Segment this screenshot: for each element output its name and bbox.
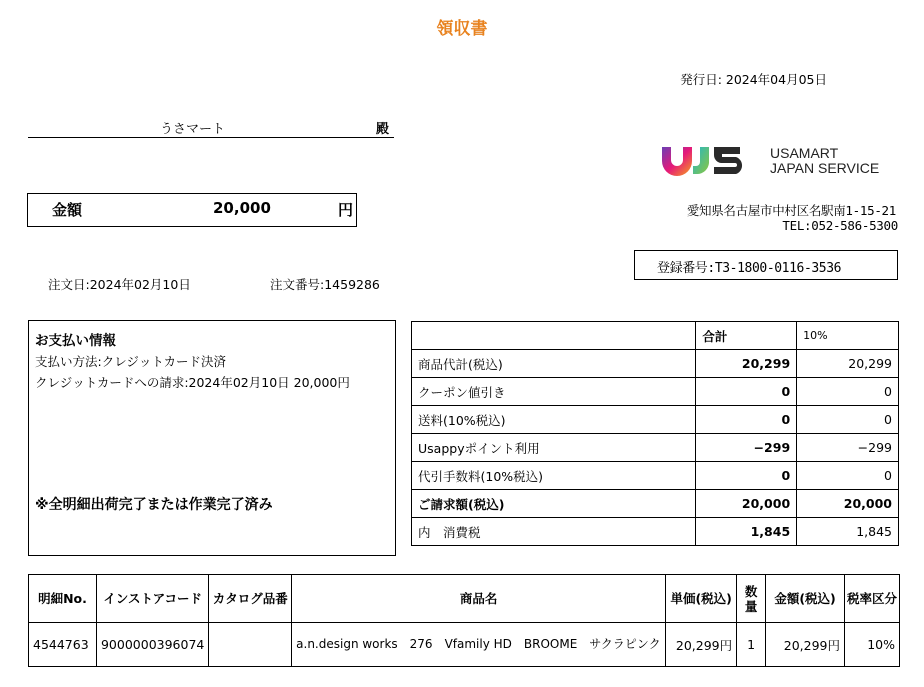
summary-row bbox=[412, 434, 899, 462]
summary-header-blank bbox=[412, 322, 696, 350]
payment-charge: クレジットカードへの請求:2024年02月10日 20,000円 bbox=[35, 375, 350, 390]
summary-total: 0 bbox=[696, 462, 797, 490]
summary-label: ご請求額(税込) bbox=[412, 490, 696, 518]
summary-rate10: 20,299 bbox=[797, 350, 899, 378]
col-header: インストアコード bbox=[96, 575, 208, 623]
company-address: 愛知県名古屋市中村区名駅南1-15-21 bbox=[686, 203, 896, 218]
cell-unit-price: 20,299円 bbox=[666, 623, 737, 667]
cell-tax-category: 10% bbox=[845, 623, 900, 667]
summary-label: 商品代計(税込) bbox=[412, 350, 696, 378]
col-header: 単価(税込) bbox=[666, 575, 737, 623]
col-header: 金額(税込) bbox=[766, 575, 845, 623]
summary-total: −299 bbox=[696, 434, 797, 462]
issue-date: 発行日: 2024年04月05日 bbox=[680, 72, 827, 87]
summary-row bbox=[412, 406, 899, 434]
amount-box bbox=[27, 193, 357, 227]
cell-amount: 20,299円 bbox=[766, 623, 845, 667]
summary-label: Usappyポイント利用 bbox=[412, 434, 696, 462]
col-header: カタログ品番 bbox=[209, 575, 292, 623]
cell-quantity: 1 bbox=[737, 623, 766, 667]
registration-box bbox=[634, 250, 898, 280]
summary-total: 20,000 bbox=[696, 490, 797, 518]
order-number: 注文番号:1459286 bbox=[270, 277, 380, 292]
order-date: 注文日:2024年02月10日 bbox=[48, 277, 191, 292]
cell-detail-no: 4544763 bbox=[29, 623, 97, 667]
summary-rate10: 20,000 bbox=[797, 490, 899, 518]
summary-rate10: −299 bbox=[797, 434, 899, 462]
payment-title: お支払い情報 bbox=[35, 333, 116, 349]
summary-total: 20,299 bbox=[696, 350, 797, 378]
col-header: 商品名 bbox=[292, 575, 666, 623]
logo-text-japan-service: JAPAN SERVICE bbox=[770, 160, 880, 176]
summary-row bbox=[412, 518, 899, 546]
registration-number: 登録番号:T3-1800-0116-3536 bbox=[657, 261, 842, 276]
summary-label: 内 消費税 bbox=[412, 518, 696, 546]
cell-catalog-no bbox=[209, 623, 292, 667]
logo-text-usamart: USAMART bbox=[770, 145, 839, 161]
col-header: 数量 bbox=[737, 575, 766, 623]
shipment-note: ※全明細出荷完了または作業完了済み bbox=[35, 497, 273, 513]
summary-rate10: 0 bbox=[797, 378, 899, 406]
cell-instore-code: 9000000396074 bbox=[96, 623, 208, 667]
company-logo bbox=[662, 143, 902, 177]
summary-total: 0 bbox=[696, 378, 797, 406]
summary-rate10: 1,845 bbox=[797, 518, 899, 546]
table-row bbox=[29, 623, 900, 667]
summary-row bbox=[412, 462, 899, 490]
summary-row-billed bbox=[412, 490, 899, 518]
summary-header-rate: 10% bbox=[797, 322, 899, 350]
amount-value: 20,000 bbox=[213, 199, 271, 217]
amount-unit: 円 bbox=[338, 201, 354, 219]
logo-mark-icon bbox=[662, 147, 742, 176]
summary-row bbox=[412, 378, 899, 406]
payment-info-box bbox=[28, 320, 396, 556]
summary-table bbox=[411, 321, 899, 546]
summary-label: 送料(10%税込) bbox=[412, 406, 696, 434]
company-tel: TEL:052-586-5300 bbox=[782, 218, 898, 233]
summary-total: 1,845 bbox=[696, 518, 797, 546]
customer-honorific: 殿 bbox=[376, 122, 390, 137]
summary-label: 代引手数料(10%税込) bbox=[412, 462, 696, 490]
cell-product-name: a.n.design works 276 Vfamily HD BROOME サクラピンク bbox=[292, 623, 666, 667]
summary-header-row bbox=[412, 322, 899, 350]
summary-rate10: 0 bbox=[797, 406, 899, 434]
payment-method: 支払い方法:クレジットカード決済 bbox=[35, 354, 227, 369]
document-title: 領収書 bbox=[436, 19, 488, 39]
customer-underline bbox=[28, 137, 394, 138]
summary-header-total: 合計 bbox=[696, 322, 797, 350]
col-header: 税率区分 bbox=[845, 575, 900, 623]
col-header: 明細No. bbox=[29, 575, 97, 623]
summary-row bbox=[412, 350, 899, 378]
summary-rate10: 0 bbox=[797, 462, 899, 490]
items-table bbox=[28, 574, 900, 667]
items-header-row bbox=[29, 575, 900, 623]
customer-name: うさマート bbox=[160, 122, 226, 137]
amount-label: 金額 bbox=[52, 201, 83, 219]
summary-label: クーポン値引き bbox=[412, 378, 696, 406]
summary-total: 0 bbox=[696, 406, 797, 434]
